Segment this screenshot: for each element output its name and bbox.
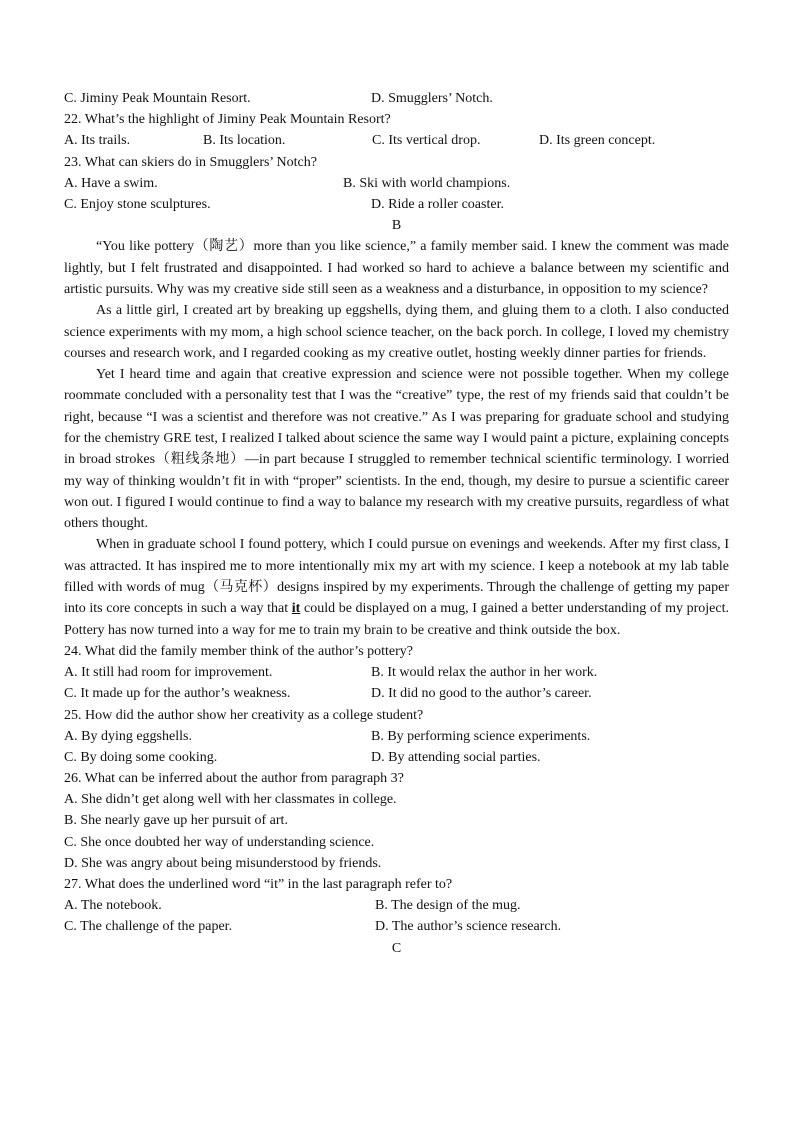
exam-page (64, 88, 729, 959)
paragraph-4-text-before: When in graduate school I found pottery, which I could pursue on evenings and weekends. After my first class, I was attracted. It has inspired me to more intentionally mix my art with my science. I keep a notebook at my lab table filled with words of mug（马克杯）designs inspired by my experiments. Through the challenge of getting my paper into its core concepts in such a way that (64, 537, 729, 617)
q25-stem: 25. How did the author show her creativity as a college student? (64, 707, 424, 723)
section-c-label: C (391, 940, 402, 956)
q24-stem: 24. What did the family member think of the author’s pottery? (64, 643, 414, 659)
passage-b-paragraph-4 (64, 534, 729, 640)
q25-option-d: D. By attending social parties. (371, 749, 541, 765)
q25-option-a: A. By dying eggshells. (64, 728, 192, 744)
q24-option-c: C. It made up for the author’s weakness. (64, 686, 291, 702)
passage-b-paragraph-3: Yet I heard time and again that creative expression and science were not possible together. When my college roommate concluded with a personality test that I was the “creative” type, the rest of my friends said that couldn’t be right, because “I was a scientist and therefore was not creative.” As I was preparing for graduate school and studying for the chemistry GRE test, I realized I talked about science the same way I would paint a picture, explaining concepts in broad strokes（粗线条地）—in part because I struggled to remember technical scientific terminology. I worried my way of thinking wouldn’t fit in with “proper” scientists. In the end, though, my desire to pursue a scientific career won out. I figured I would continue to find a way to balance my research with my creative pursuits, regardless of what others thought. (64, 367, 729, 532)
q27-stem: 27. What does the underlined word “it” in the last paragraph refer to? (64, 877, 453, 893)
q27-option-d: D. The author’s science research. (375, 919, 562, 935)
q26-option-a: A. She didn’t get along well with her classmates in college. (64, 792, 397, 808)
q23-option-c: C. Enjoy stone sculptures. (64, 196, 211, 212)
q21-option-d: D. Smugglers’ Notch. (371, 91, 493, 106)
passage-b-paragraph-2: As a little girl, I created art by breaking up eggshells, dying them, and gluing them to a cloth. I also conducted science experiments with my mom, a high school science teacher, on the back porch. In college, I loved my chemistry courses and research work, and I regarded cooking as my creative outlet, hosting weekly dinner parties for friends. (64, 303, 729, 361)
q24-option-b: B. It would relax the author in her work. (371, 665, 598, 681)
q22-option-b: B. Its location. (203, 133, 286, 149)
q22-option-d: D. Its green concept. (539, 133, 656, 149)
q24-options-row-1 (64, 662, 729, 683)
q21-option-c: C. Jiminy Peak Mountain Resort. (64, 91, 251, 106)
q26-stem: 26. What can be inferred about the author from paragraph 3? (64, 771, 404, 787)
q23-option-a: A. Have a swim. (64, 175, 158, 191)
q27-option-b: B. The design of the mug. (375, 898, 521, 914)
q22-option-c: C. Its vertical drop. (372, 133, 481, 149)
passage-b-paragraph-1: “You like pottery（陶艺）more than you like science,” a family member said. I knew the comment was made lightly, but I felt frustrated and disappointed. I had worked so hard to achieve a balance between my scientific and artistic pursuits. Why was my creative side still seen as a weakness and a disturbance, in opposition to my science? (64, 239, 729, 297)
q26-option-d: D. She was angry about being misunderstood by friends. (64, 855, 382, 871)
q25-option-c: C. By doing some cooking. (64, 749, 218, 765)
q22-stem: 22. What’s the highlight of Jiminy Peak Mountain Resort? (64, 112, 391, 128)
q23-options-row-2 (64, 194, 729, 215)
q23-option-b: B. Ski with world champions. (343, 175, 511, 191)
q22-option-a: A. Its trails. (64, 133, 131, 149)
q24-options-row-2 (64, 683, 729, 704)
q27-option-a: A. The notebook. (64, 898, 162, 914)
q26-option-b: B. She nearly gave up her pursuit of art. (64, 813, 288, 829)
q23-option-d: D. Ride a roller coaster. (371, 196, 504, 212)
q23-stem: 23. What can skiers do in Smugglers’ Notch? (64, 154, 317, 170)
paragraph-4-text-after: could be displayed on a mug, I gained a better understanding of my project. Pottery has now turned into a way for me to train my brain to be creative and think outside the box. (64, 601, 729, 638)
underlined-word-it: it (291, 601, 301, 617)
section-b-label: B (391, 218, 402, 234)
q26-option-c: C. She once doubted her way of understanding science. (64, 834, 375, 850)
q21-options-row (64, 88, 729, 109)
q27-option-c: C. The challenge of the paper. (64, 919, 233, 935)
q23-options-row-1 (64, 173, 729, 194)
q24-option-d: D. It did no good to the author’s career. (371, 686, 592, 702)
q25-option-b: B. By performing science experiments. (371, 728, 591, 744)
q25-options-row-2 (64, 747, 729, 768)
q27-options-row-2 (64, 916, 729, 937)
q27-options-row-1 (64, 895, 729, 916)
q24-option-a: A. It still had room for improvement. (64, 665, 273, 681)
q22-options-row (64, 130, 729, 151)
q25-options-row-1 (64, 726, 729, 747)
